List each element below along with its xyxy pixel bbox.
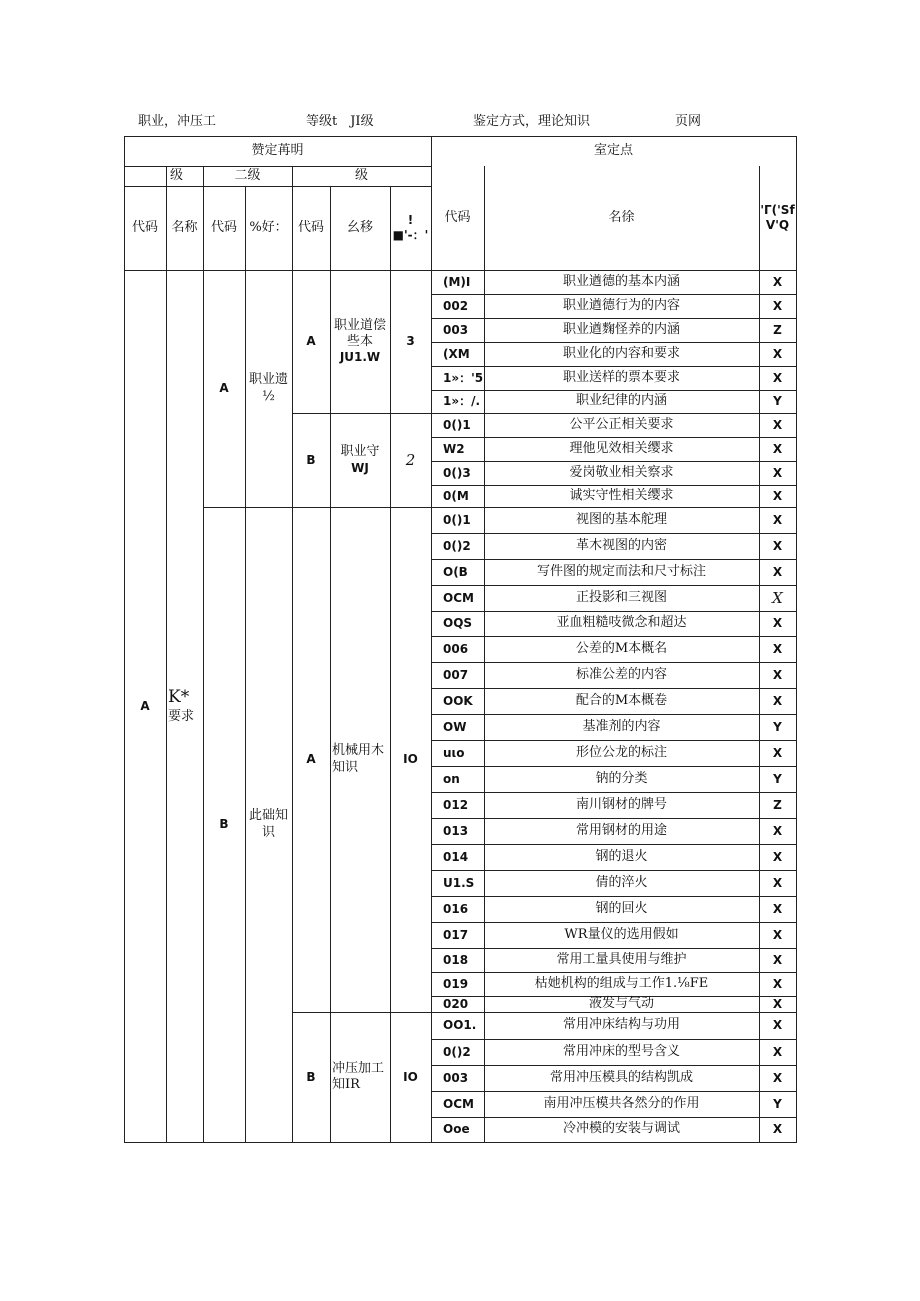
point-code-header: 代码 [444,209,471,225]
point-code: 1»：'5 [443,370,484,385]
points-title: 室定点 [593,142,633,158]
importance-mark: X [772,667,783,682]
point-name: WR量仪的选用假如 [564,926,679,942]
point-code: U1.S [443,875,475,890]
level2-b-name [245,507,292,1142]
point-name: 配合的M本概卷 [575,692,668,708]
l2-code-header: 代码 [210,219,237,235]
importance-mark: X [772,346,783,361]
point-name: 革木视图的内密 [575,537,667,553]
point-name: 常用冲压模具的结构凯成 [549,1069,693,1085]
point-name: 职业送样的票本要求 [562,369,680,385]
level3-b2-ratio: IO [403,1069,418,1084]
point-code: (XM [443,346,470,361]
level3-b1-name-line1: 职业守 [340,444,380,460]
level3-a2-name-line1: 机械用木 [332,743,385,759]
point-name: 写件图的规定而法和尺寸标注 [536,563,706,579]
scope-title: 赞定苒明 [251,142,304,158]
importance-mark: X [772,641,783,656]
importance-mark: X [772,996,783,1011]
point-code: 018 [443,952,469,967]
importance-mark: Y [773,719,782,734]
importance-mark: X [772,1070,783,1085]
importance-mark: X [772,465,783,480]
point-code: OQS [443,616,473,630]
importance-mark: X [772,823,783,838]
point-name: 倩的淬火 [595,874,648,890]
l1-code-header: 代码 [131,219,158,235]
point-name: 职业遒麴怪养的内涵 [562,321,680,337]
level1-name-line1: K* [168,687,190,708]
level3-a1-name-line2: 些本 [346,334,373,349]
point-code: 017 [443,927,469,942]
point-code: (M)I [443,274,471,289]
level3-b1-ratio: 2 [405,450,416,469]
level3-a1-name [330,270,390,413]
point-name: 亚血粗糙吱微念和超达 [556,615,687,631]
point-name: 基准剂的内容 [582,718,661,734]
importance-mark: X [772,298,783,313]
level3-b2-code: B [306,1069,316,1084]
point-code: W2 [443,441,465,456]
point-name: 理他见效相关缨求 [569,440,674,456]
importance-mark: X [772,370,783,385]
point-name: 公平公正相关要求 [569,416,674,432]
point-name: 钢的回火 [595,900,648,916]
level2-a-name-line1: 职业遗 [248,372,288,388]
point-name: 职业化的内容和要求 [562,345,680,361]
point-code: O(B [443,564,468,579]
point-code: 002 [443,298,469,313]
point-code: 0()1 [443,512,471,527]
point-code: 0()3 [443,465,471,480]
level3-b1-name [330,413,390,507]
appraisal-table [124,136,796,1142]
level3-a1-name-line1: 职业道偿 [333,317,386,333]
l1-name-header: 名称 [171,219,198,235]
point-code: 012 [443,797,469,812]
level3-b2-name-line2: 知IR [332,1077,360,1092]
point-code: OW [443,719,467,734]
point-code: on [443,771,460,786]
point-code: 020 [443,996,469,1011]
point-code: OCM [443,1096,474,1111]
point-code: 013 [443,823,469,838]
method-label: 鉴定方式，理论知识 [473,114,591,129]
point-code: 0()2 [443,538,471,553]
point-name: 爱岗敬业相关察求 [569,464,674,480]
point-name: 南用冲压模共各然分的作用 [543,1095,700,1111]
point-code: 019 [443,976,469,991]
level2-title: 二级 [234,167,261,183]
page-label: 页网 [675,114,702,129]
level3-b2-name [330,1012,390,1142]
point-name: 职业遒德行为的内容 [562,297,680,313]
point-code: 1»：/. [443,394,481,408]
level3-title: 级 [354,167,368,183]
point-code: 014 [443,849,469,864]
importance-mark: Y [773,771,782,786]
importance-header-line2: V'Q [765,218,790,232]
importance-mark: X [772,952,783,967]
point-code: OOK [443,693,473,708]
point-code: 006 [443,641,469,656]
point-name: 标准公差的内容 [575,666,667,682]
point-code: OCM [443,590,474,605]
level3-a2-ratio: IO [403,752,418,766]
importance-mark: X [772,538,783,553]
point-code: 0()1 [443,417,471,432]
point-code: 0(M [443,488,469,503]
importance-mark: Z [773,797,782,812]
importance-mark: X [772,693,783,708]
level3-b1-code: B [306,452,316,467]
point-name: 视图的基本舵理 [575,511,667,527]
grid-line [124,1142,797,1143]
point-name: 常用冲床结构与功用 [562,1017,680,1033]
point-name: 公差的M本概名 [575,640,668,656]
importance-mark: X [772,1122,783,1136]
l3-code-header: 代码 [297,219,324,235]
importance-header-line1: 'Γ('Sf [760,203,795,217]
point-code: 003 [443,322,469,337]
l3-name-header: 幺移 [346,219,373,235]
point-code: 016 [443,901,469,916]
importance-mark: X [772,488,783,503]
point-name: 南川钢材的牌号 [575,796,667,812]
importance-header [759,166,796,270]
point-name: 钢的退火 [595,848,648,864]
point-name: 职业纪律的内涵 [575,393,667,409]
point-name: 常用冲床的型号含义 [562,1043,680,1059]
level2-b-code: B [219,817,229,831]
importance-mark: X [772,976,783,991]
importance-mark: X [772,901,783,916]
importance-mark: X [772,441,783,456]
point-name: 冷冲模的安装与调试 [562,1121,680,1137]
importance-mark: Y [773,1096,782,1111]
point-name: 形位公龙的标注 [575,744,667,760]
level3-a2-name [330,507,390,1012]
importance-mark: X [772,417,783,432]
point-name: 枯她机构的组成与工作1.⅛FE [534,975,709,991]
level3-a1-code: A [306,334,316,348]
point-name: 诚实守性相关缨求 [569,487,674,503]
level3-b2-name-line1: 冲压加工 [332,1060,385,1076]
point-code: OO1. [443,1018,477,1032]
point-code: uιo [443,745,465,760]
l3-ratio-header: !■'-：' [392,213,429,242]
point-name: 钠的分类 [595,770,648,786]
importance-mark: Y [773,394,782,408]
level1-name [166,270,203,1142]
level3-a2-name-line2: 知识 [332,759,359,775]
level1-title: 级 [170,167,184,183]
l2-ratio-header: %好： [249,219,288,235]
level3-a1-name-line3: JU1.W [339,350,381,365]
point-code: Ooe [443,1122,470,1136]
level3-a1-ratio: 3 [406,334,415,348]
point-name: 职业遒德的基本内涵 [562,273,680,289]
point-name: 常用工量具使用与维护 [556,951,687,967]
level2-a-name-line2: ½ [262,388,275,404]
importance-mark: X [772,745,783,760]
level1-code: A [140,698,150,713]
level1-name-line2: 要求 [168,708,195,724]
occupation-label: 职业，冲压工 [138,114,217,129]
importance-mark: X [772,849,783,864]
importance-mark: X [772,512,783,527]
point-name: 正投影和三视图 [575,589,667,605]
importance-mark: X [772,616,783,630]
importance-mark: X [772,1018,783,1032]
level2-a-name [245,270,292,507]
level3-a2-code: A [306,752,316,766]
level2-b-name-line2: 识 [261,824,275,840]
level2-b-name-line1: 此础知 [248,808,288,824]
point-name: 液发与气动 [588,995,654,1011]
level3-b1-name-line2: WJ [351,460,369,475]
point-code: 007 [443,667,469,682]
importance-mark: X [772,1044,783,1059]
importance-mark: X [772,588,783,607]
level2-a-code: A [219,381,229,395]
importance-mark: X [772,564,783,579]
point-name-header: 名徐 [608,209,635,225]
importance-mark: X [772,927,783,942]
point-code: 003 [443,1070,469,1085]
point-name: 常用钢材的用途 [575,822,667,838]
level-label: 等级t JI级 [306,114,374,129]
grid-line [796,136,797,1143]
point-code: 0()2 [443,1044,471,1059]
importance-mark: Z [773,322,782,337]
importance-mark: X [772,274,783,289]
importance-mark: X [772,875,783,890]
